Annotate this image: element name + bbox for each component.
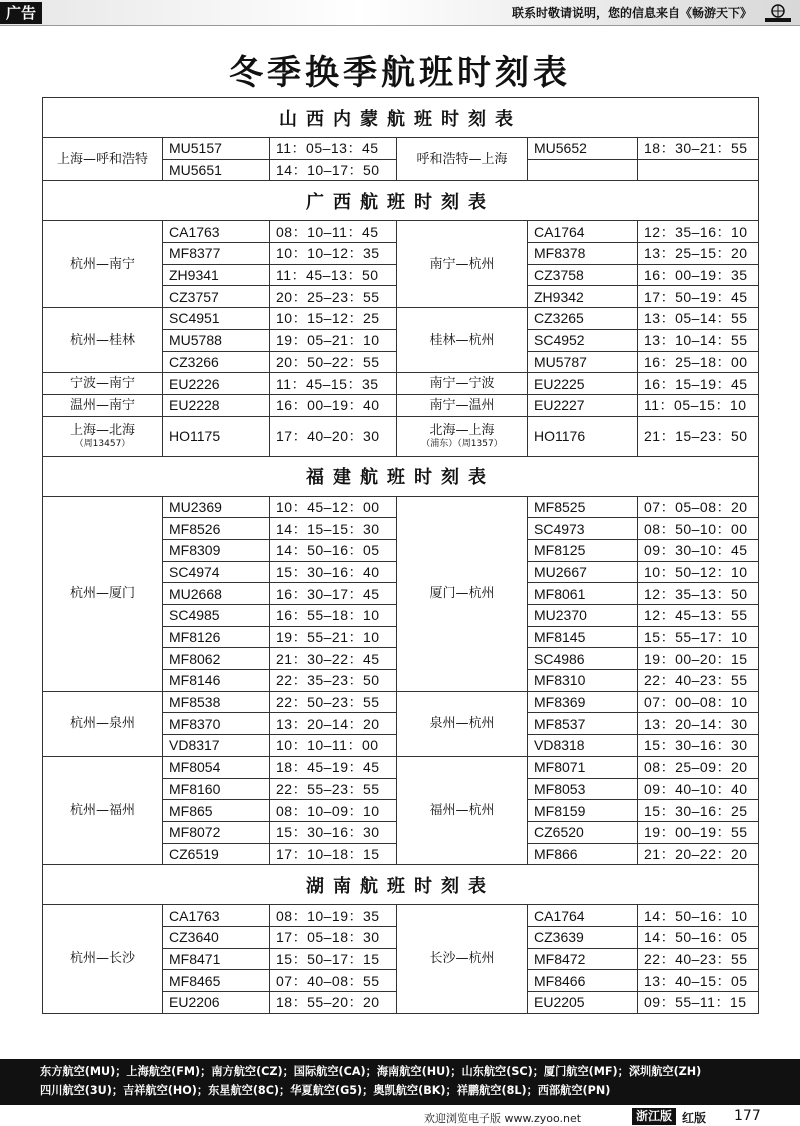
flight-time: 15：30–16：30 [638,735,759,757]
departure-route [43,373,163,395]
flight-time: 22：55–23：55 [270,778,397,800]
flight-number: CZ3266 [163,351,270,373]
flight-time: 07：05–08：20 [638,496,759,518]
ad-tag: 广告 [0,2,42,24]
flight-number: MU5651 [163,159,270,181]
flight-number: MF8525 [528,496,638,518]
flight-number: MF8146 [163,670,270,692]
page-title: 冬季换季航班时刻表 [229,53,571,93]
flight-time: 12：35–16：10 [638,221,759,243]
departure-route-label: 杭州—福州 [69,803,135,819]
flight-time: 12：45–13：55 [638,605,759,627]
flight-time: 21：30–22：45 [270,648,397,670]
flight-number: HO1175 [163,416,270,456]
flight-number: CZ3757 [163,286,270,308]
flight-time: 21：20–22：20 [638,843,759,865]
departure-route [43,905,163,1013]
departure-route [43,416,163,456]
flight-time: 18：45–19：45 [270,756,397,778]
flight-number: MF8159 [528,800,638,822]
flight-time: 18：55–20：20 [270,992,397,1014]
flight-number: MF865 [163,800,270,822]
flight-number: MU2370 [528,605,638,627]
departure-route-label: 杭州—长沙 [69,951,135,967]
departure-route [43,756,163,864]
flight-time: 15：30–16：40 [270,561,397,583]
flight-number: MF8537 [528,713,638,735]
flight-time: 16：00–19：40 [270,394,397,416]
schedule-note: （浦东）（周1357） [421,439,503,450]
return-route-label: 桂林—杭州 [429,332,495,348]
flight-number: EU2228 [163,394,270,416]
flight-number: ZH9342 [528,286,638,308]
page-footer [0,1107,800,1126]
flight-time: 13：40–15：05 [638,970,759,992]
flight-time: 13：10–14：55 [638,329,759,351]
flight-time: 16：15–19：45 [638,373,759,395]
departure-route [43,496,163,691]
flight-number: CA1764 [528,221,638,243]
flight-time: 17：05–18：30 [270,926,397,948]
flight-time: 11：05–15：10 [638,394,759,416]
flight-row [43,394,759,416]
flight-number: MF8466 [528,970,638,992]
flight-number: MF8062 [163,648,270,670]
return-route-label: 泉州—杭州 [429,716,495,732]
color-edition-label: 红版 [682,1111,707,1125]
flight-time: 19：05–21：10 [270,329,397,351]
return-route [397,138,528,181]
flight-schedule-table [42,97,759,1014]
flight-number: MF8053 [528,778,638,800]
flight-number: MU5652 [528,138,638,160]
flight-row [43,905,759,927]
flight-time: 09：40–10：40 [638,778,759,800]
flight-time: 15：55–17：10 [638,626,759,648]
flight-time: 17：10–18：15 [270,843,397,865]
return-route [397,496,528,691]
flight-number: HO1176 [528,416,638,456]
departure-route-label: 上海—北海 [69,423,135,439]
section-header-row [43,865,759,905]
return-route [397,373,528,395]
flight-row [43,308,759,330]
section-header-row [43,456,759,496]
flight-row [43,373,759,395]
departure-route [43,394,163,416]
flight-time: 08：10–19：35 [270,905,397,927]
flight-number: MF8072 [163,821,270,843]
flight-time: 13：25–15：20 [638,243,759,265]
airline-codes-legend [0,1059,800,1105]
website-link[interactable]: 欢迎浏览电子版 www.zyoo.net [424,1112,582,1125]
flight-number: EU2226 [163,373,270,395]
flight-number: CZ3265 [528,308,638,330]
flight-time: 19：00–20：15 [638,648,759,670]
return-route-label: 南宁—温州 [429,397,495,413]
return-route-label: 厦门—杭州 [429,586,495,602]
flight-row [43,691,759,713]
flight-time: 08：10–09：10 [270,800,397,822]
airline-codes-line: 东方航空(MU)；上海航空(FM)；南方航空(CZ)；国际航空(CA)；海南航空(HU)；山东航空(SC)；厦门航空(MF)；深圳航空(ZH) [40,1065,702,1078]
flight-number: EU2205 [528,992,638,1014]
top-banner [0,0,800,26]
return-route-label: 北海—上海 [429,423,495,439]
flight-time: 11：45–15：35 [270,373,397,395]
flight-time: 15：30–16：25 [638,800,759,822]
flight-time: 22：50–23：55 [270,691,397,713]
flight-number: MU5157 [163,138,270,160]
flight-number: CZ3758 [528,264,638,286]
flight-number: MF8071 [528,756,638,778]
airline-codes-line: 四川航空(3U)；吉祥航空(HO)；东星航空(8C)；华夏航空(G5)；奥凯航空(BK)；祥鹏航空(8L)；西部航空(PN) [40,1084,611,1097]
flight-time: 10：15–12：25 [270,308,397,330]
flight-time: 08：10–11：45 [270,221,397,243]
flight-time: 20：50–22：55 [270,351,397,373]
return-route-label: 长沙—杭州 [429,951,495,967]
flight-number: VD8317 [163,735,270,757]
section-header-row [43,98,759,138]
departure-route-label: 杭州—桂林 [69,332,135,348]
departure-route-label: 温州—南宁 [69,397,135,413]
departure-route [43,221,163,308]
section-title: 山西内蒙航班时刻表 [43,98,759,138]
flight-number: MF8377 [163,243,270,265]
flight-time: 09：30–10：45 [638,539,759,561]
flight-number: SC4973 [528,518,638,540]
schedule-note: （周13457） [74,439,131,450]
flight-number: MF8310 [528,670,638,692]
departure-route [43,138,163,181]
flight-time: 19：00–19：55 [638,821,759,843]
flight-time: 10：10–12：35 [270,243,397,265]
departure-route [43,308,163,373]
flight-time: 15：30–16：30 [270,821,397,843]
departure-route-label: 杭州—南宁 [69,256,135,272]
flight-time: 14：15–15：30 [270,518,397,540]
flight-time: 16：25–18：00 [638,351,759,373]
flight-number: EU2225 [528,373,638,395]
return-route-label: 南宁—宁波 [429,376,495,392]
publisher-logo-icon [762,2,794,24]
flight-number: MF866 [528,843,638,865]
flight-number: CA1764 [528,905,638,927]
flight-time: 21：15–23：50 [638,416,759,456]
flight-row [43,138,759,160]
return-route-label: 呼和浩特—上海 [416,151,508,167]
departure-route-label: 杭州—厦门 [69,586,135,602]
flight-time: 13：05–14：55 [638,308,759,330]
flight-time: 17：50–19：45 [638,286,759,308]
flight-time: 16：00–19：35 [638,264,759,286]
flight-time: 08：50–10：00 [638,518,759,540]
flight-time: 22：35–23：50 [270,670,397,692]
flight-number: CA1763 [163,905,270,927]
edition-badge: 浙江版 [632,1108,676,1125]
flight-number: MU2668 [163,583,270,605]
return-route [397,756,528,864]
flight-number: ZH9341 [163,264,270,286]
flight-time: 13：20–14：30 [638,713,759,735]
flight-time: 14：50–16：10 [638,905,759,927]
flight-number: CZ6520 [528,821,638,843]
flight-time: 14：50–16：05 [270,539,397,561]
flight-number: MF8471 [163,948,270,970]
flight-number: MF8309 [163,539,270,561]
flight-number: MF8160 [163,778,270,800]
flight-number: SC4974 [163,561,270,583]
flight-number: VD8318 [528,735,638,757]
flight-time: 13：20–14：20 [270,713,397,735]
flight-number: MF8472 [528,948,638,970]
flight-number: MU5787 [528,351,638,373]
flight-time: 14：10–17：50 [270,159,397,181]
departure-route-label: 上海—呼和浩特 [56,151,148,167]
return-route [397,905,528,1013]
flight-time: 12：35–13：50 [638,583,759,605]
flight-time: 07：00–08：10 [638,691,759,713]
flight-time: 18：30–21：55 [638,138,759,160]
departure-route [43,691,163,756]
flight-number: CZ6519 [163,843,270,865]
flight-time: 16：30–17：45 [270,583,397,605]
flight-time [638,159,759,181]
flight-number: MF8061 [528,583,638,605]
flight-time: 14：50–16：05 [638,926,759,948]
flight-number: EU2206 [163,992,270,1014]
flight-number: EU2227 [528,394,638,416]
departure-route-label: 杭州—泉州 [69,716,135,732]
flight-row [43,221,759,243]
flight-time: 22：40–23：55 [638,948,759,970]
flight-number: MF8369 [528,691,638,713]
flight-time: 16：55–18：10 [270,605,397,627]
return-route [397,221,528,308]
flight-number: MF8526 [163,518,270,540]
flight-row [43,496,759,518]
departure-route-label: 宁波—南宁 [69,376,135,392]
return-route [397,394,528,416]
page-number: 177 [734,1108,761,1124]
source-notice: 联系时敬请说明，您的信息来自《畅游天下》 [511,6,752,20]
flight-number: SC4951 [163,308,270,330]
flight-time: 19：55–21：10 [270,626,397,648]
return-route [397,691,528,756]
flight-time: 20：25–23：55 [270,286,397,308]
flight-number: MF8126 [163,626,270,648]
flight-time: 11：45–13：50 [270,264,397,286]
section-title: 湖南航班时刻表 [43,865,759,905]
flight-number: CZ3640 [163,926,270,948]
flight-number: SC4952 [528,329,638,351]
section-title: 广西航班时刻表 [43,181,759,221]
flight-number: MF8465 [163,970,270,992]
flight-number [528,159,638,181]
flight-number: CA1763 [163,221,270,243]
return-route [397,416,528,456]
flight-time: 08：25–09：20 [638,756,759,778]
flight-number: MF8054 [163,756,270,778]
flight-time: 10：10–11：00 [270,735,397,757]
flight-time: 09：55–11：15 [638,992,759,1014]
section-title: 福建航班时刻表 [43,456,759,496]
flight-number: MF8538 [163,691,270,713]
flight-number: SC4986 [528,648,638,670]
return-route [397,308,528,373]
flight-number: SC4985 [163,605,270,627]
flight-time: 15：50–17：15 [270,948,397,970]
section-header-row [43,181,759,221]
flight-time: 10：45–12：00 [270,496,397,518]
flight-time: 10：50–12：10 [638,561,759,583]
flight-number: MF8370 [163,713,270,735]
flight-number: MU2369 [163,496,270,518]
flight-row [43,756,759,778]
flight-time: 17：40–20：30 [270,416,397,456]
flight-time: 22：40–23：55 [638,670,759,692]
flight-number: MU2667 [528,561,638,583]
flight-number: MU5788 [163,329,270,351]
return-route-label: 福州—杭州 [429,803,495,819]
flight-time: 07：40–08：55 [270,970,397,992]
flight-number: MF8378 [528,243,638,265]
flight-number: CZ3639 [528,926,638,948]
flight-row [43,416,759,456]
flight-number: MF8125 [528,539,638,561]
flight-time: 11：05–13：45 [270,138,397,160]
return-route-label: 南宁—杭州 [429,256,495,272]
flight-number: MF8145 [528,626,638,648]
